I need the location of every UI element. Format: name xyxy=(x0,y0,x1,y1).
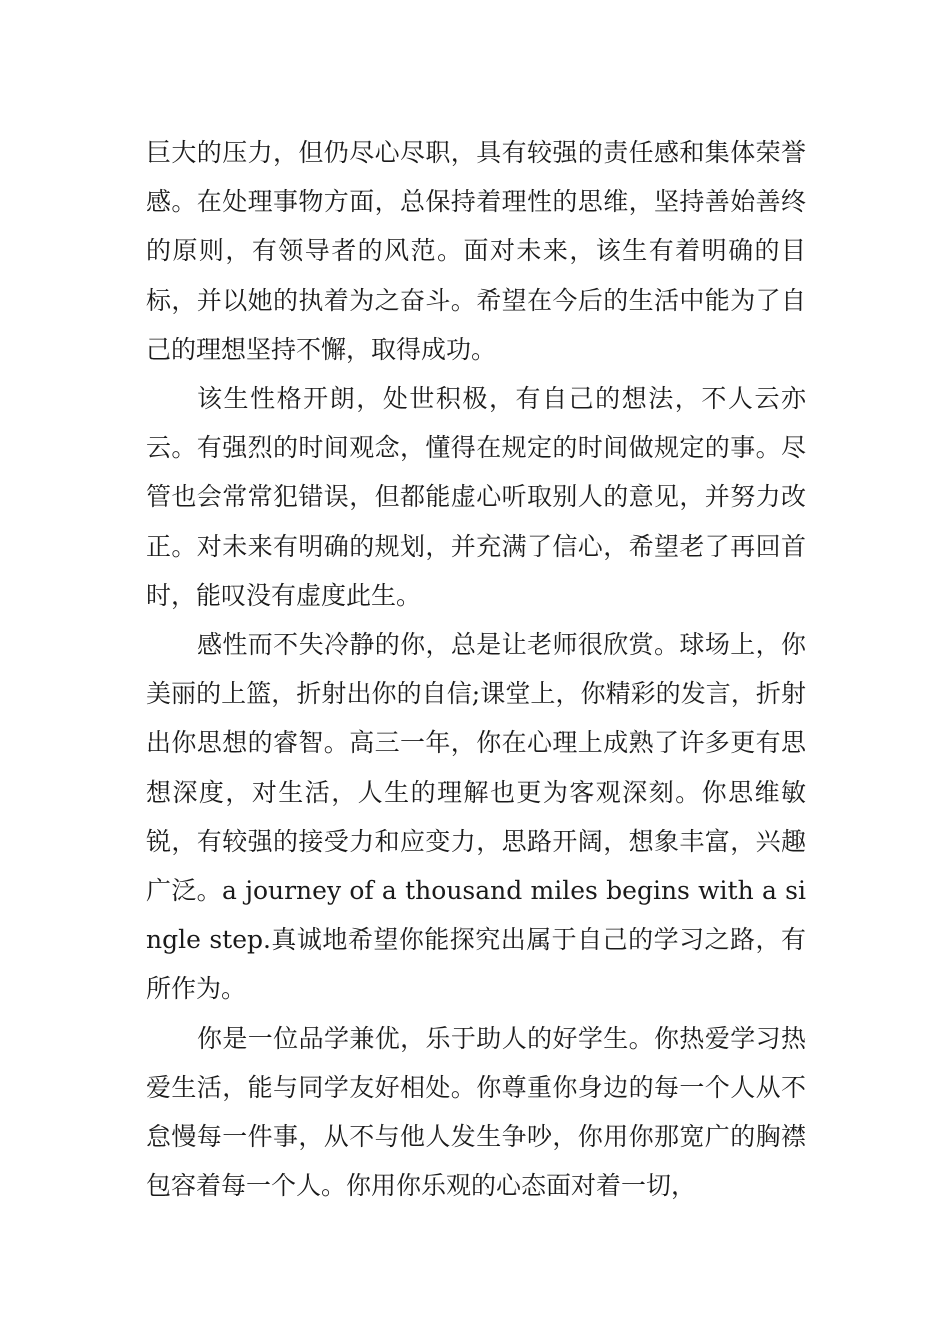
paragraph-1: 巨大的压力，但仍尽心尽职，具有较强的责任感和集体荣誉感。在处理事物方面，总保持着理性的思维，坚持善始善终的原则，有领导者的风范。面对未来，该生有着明确的目标，并以她的执着为之奋斗。希望在今后的生活中能为了自己的理想坚持不懈，取得成功。 xyxy=(146,138,806,364)
paragraph-4: 你是一位品学兼优，乐于助人的好学生。你热爱学习热爱生活，能与同学友好相处。你尊重你身边的每一个人从不怠慢每一件事，从不与他人发生争吵，你用你那宽广的胸襟包容着每一个人。你用你乐观的心态面对着一切， xyxy=(146,1023,806,1201)
paragraph-2: 该生性格开朗，处世积极，有自己的想法，不人云亦云。有强烈的时间观念，懂得在规定的时间做规定的事。尽管也会常常犯错误，但都能虚心听取别人的意见，并努力改正。对未来有明确的规划，并充满了信心，希望老了再回首时，能叹没有虚度此生。 xyxy=(146,384,806,610)
document-body xyxy=(146,128,806,1210)
paragraph-3: 感性而不失冷静的你，总是让老师很欣赏。球场上，你美丽的上篮，折射出你的自信;课堂上，你精彩的发言，折射出你思想的睿智。高三一年，你在心理上成熟了许多更有思想深度，对生活，人生的理解也更为客观深刻。你思维敏锐，有较强的接受力和应变力，思路开阔，想象丰富，兴趣广泛。a journey of a thousand miles begins with a single step.真诚地希望你能探究出属于自己的学习之路，有所作为。 xyxy=(146,630,806,1004)
